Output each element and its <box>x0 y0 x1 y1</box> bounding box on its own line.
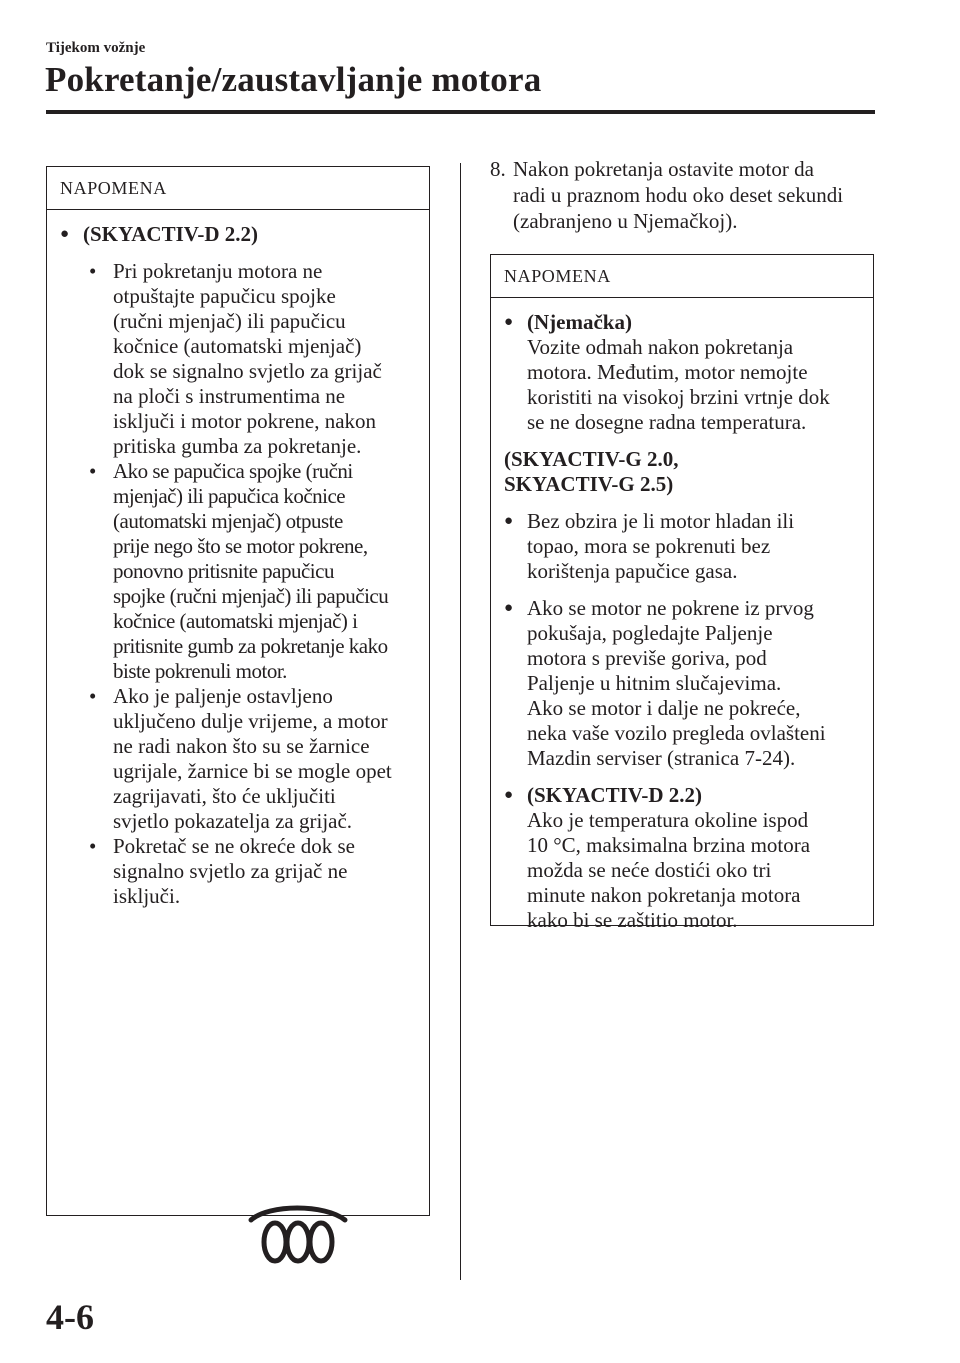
bullet-line: spojke (ručni mjenjač) ili papučicu <box>113 584 389 608</box>
note-line: Bez obzira je li motor hladan ili <box>527 509 795 533</box>
diesel-note <box>491 783 873 933</box>
bullet-line: pritiska gumba za pokretanje. <box>113 434 362 458</box>
step-line: (zabranjeno u Njemačkoj). <box>513 209 738 233</box>
note-line: kako bi se zaštitio motor. <box>527 908 738 932</box>
bullet-line: Ako je paljenje ostavljeno <box>113 684 333 708</box>
diesel-heading: (SKYACTIV-D 2.2) <box>527 783 703 807</box>
page-number: 4-6 <box>46 1297 94 1337</box>
bullet-line: signalno svjetlo za grijač ne <box>113 859 348 883</box>
bullet-line: ponovno pritisnite papučicu <box>113 559 334 583</box>
note-line: motora s previše goriva, pod <box>527 646 767 670</box>
bullet-line: (automatski mjenjač) otpuste <box>113 509 343 533</box>
bullet-icon: ● <box>60 226 70 242</box>
bullet-item <box>47 834 429 909</box>
bullet-item <box>47 684 429 834</box>
title-rule <box>46 110 875 114</box>
right-note-box <box>490 254 874 932</box>
note-line: Paljenje u hitnim slučajevima. <box>527 671 782 695</box>
note-line: 10 °C, maksimalna brzina motora <box>527 833 811 857</box>
note-line: se ne dosegne radna temperatura. <box>527 410 807 434</box>
note-heading: NAPOMENA <box>47 167 429 210</box>
bullet-icon: • <box>89 259 97 283</box>
note-line: topao, mora se pokrenuti bez <box>527 534 771 558</box>
step-number: 8. <box>490 157 506 181</box>
glow-plug-indicator-icon <box>247 1202 349 1266</box>
note-line: motora. Međutim, motor nemojte <box>527 360 808 384</box>
bullet-line: biste pokrenuli motor. <box>113 659 287 683</box>
germany-heading: (Njemačka) <box>527 310 632 334</box>
petrol-engine-heading <box>491 447 873 497</box>
heading-line: SKYACTIV-G 2.5) <box>504 472 674 496</box>
bullet-line: ne radi nakon što su se žarnice <box>113 734 370 758</box>
bullet-line: Pri pokretanju motora ne <box>113 259 323 283</box>
note-item-heading <box>47 222 429 247</box>
bullet-icon: ● <box>504 314 514 330</box>
note-line: pokušaja, pogledajte Paljenje <box>527 621 773 645</box>
item-heading-text: (SKYACTIV-D 2.2) <box>83 222 259 246</box>
germany-note <box>491 310 873 435</box>
bullet-line: svjetlo pokazatelja za grijač. <box>113 809 353 833</box>
note-heading: NAPOMENA <box>491 255 873 298</box>
bullet-icon: ● <box>504 787 514 803</box>
bullet-line: prije nego što se motor pokrene, <box>113 534 368 558</box>
note-line: Vozite odmah nakon pokretanja <box>527 335 794 359</box>
bullet-line: na ploči s instrumentima ne <box>113 384 346 408</box>
bullet-icon: • <box>89 459 96 483</box>
bullet-line: (ručni mjenjač) ili papučicu <box>113 309 346 333</box>
bullet-item <box>491 509 873 584</box>
section-label: Tijekom vožnje <box>46 40 146 56</box>
bullet-item <box>47 259 429 459</box>
bullet-line: kočnice (automatski mjenjač) i <box>113 609 358 633</box>
step-line: radi u praznom hodu oko deset sekundi <box>513 183 844 207</box>
note-line: koristiti na visokoj brzini vrtnje dok <box>527 385 830 409</box>
bullet-icon: ● <box>504 513 514 529</box>
note-line: Ako je temperatura okoline ispod <box>527 808 809 832</box>
note-line: neka vaše vozilo pregleda ovlašteni <box>527 721 826 745</box>
bullet-line: ugrijale, žarnice bi se mogle opet <box>113 759 392 783</box>
bullet-line: zagrijavati, što će uključiti <box>113 784 336 808</box>
note-line: Mazdin serviser (stranica 7-24). <box>527 746 796 770</box>
bullet-line: pritisnite gumb za pokretanje kako <box>113 634 388 658</box>
bullet-line: dok se signalno svjetlo za grijač <box>113 359 382 383</box>
bullet-line: kočnice (automatski mjenjač) <box>113 334 362 358</box>
note-line: korištenja papučice gasa. <box>527 559 738 583</box>
step-8 <box>490 156 880 234</box>
note-line: Ako se motor ne pokrene iz prvog <box>527 596 814 620</box>
step-line: Nakon pokretanja ostavite motor da <box>513 157 814 181</box>
column-divider <box>460 163 461 1280</box>
bullet-line: Ako se papučica spojke (ručni <box>113 459 353 483</box>
bullet-item <box>491 596 873 771</box>
bullet-icon: • <box>89 684 97 708</box>
page-title: Pokretanje/zaustavljanje motora <box>45 60 542 99</box>
note-line: minute nakon pokretanja motora <box>527 883 801 907</box>
bullet-item <box>47 459 429 684</box>
bullet-line: otpuštajte papučicu spojke <box>113 284 336 308</box>
bullet-line: mjenjač) ili papučica kočnice <box>113 484 346 508</box>
bullet-line: uključeno dulje vrijeme, a motor <box>113 709 388 733</box>
bullet-line: Pokretač se ne okreće dok se <box>113 834 355 858</box>
note-line: Ako se motor i dalje ne pokreće, <box>527 696 801 720</box>
bullet-line: isključi. <box>113 884 181 908</box>
bullet-line: isključi i motor pokrene, nakon <box>113 409 377 433</box>
bullet-icon: ● <box>504 600 514 616</box>
bullet-icon: • <box>89 834 97 858</box>
heading-line: (SKYACTIV-G 2.0, <box>504 447 679 471</box>
note-line: možda se neće dostići oko tri <box>527 858 772 882</box>
left-note-box <box>46 166 430 1216</box>
